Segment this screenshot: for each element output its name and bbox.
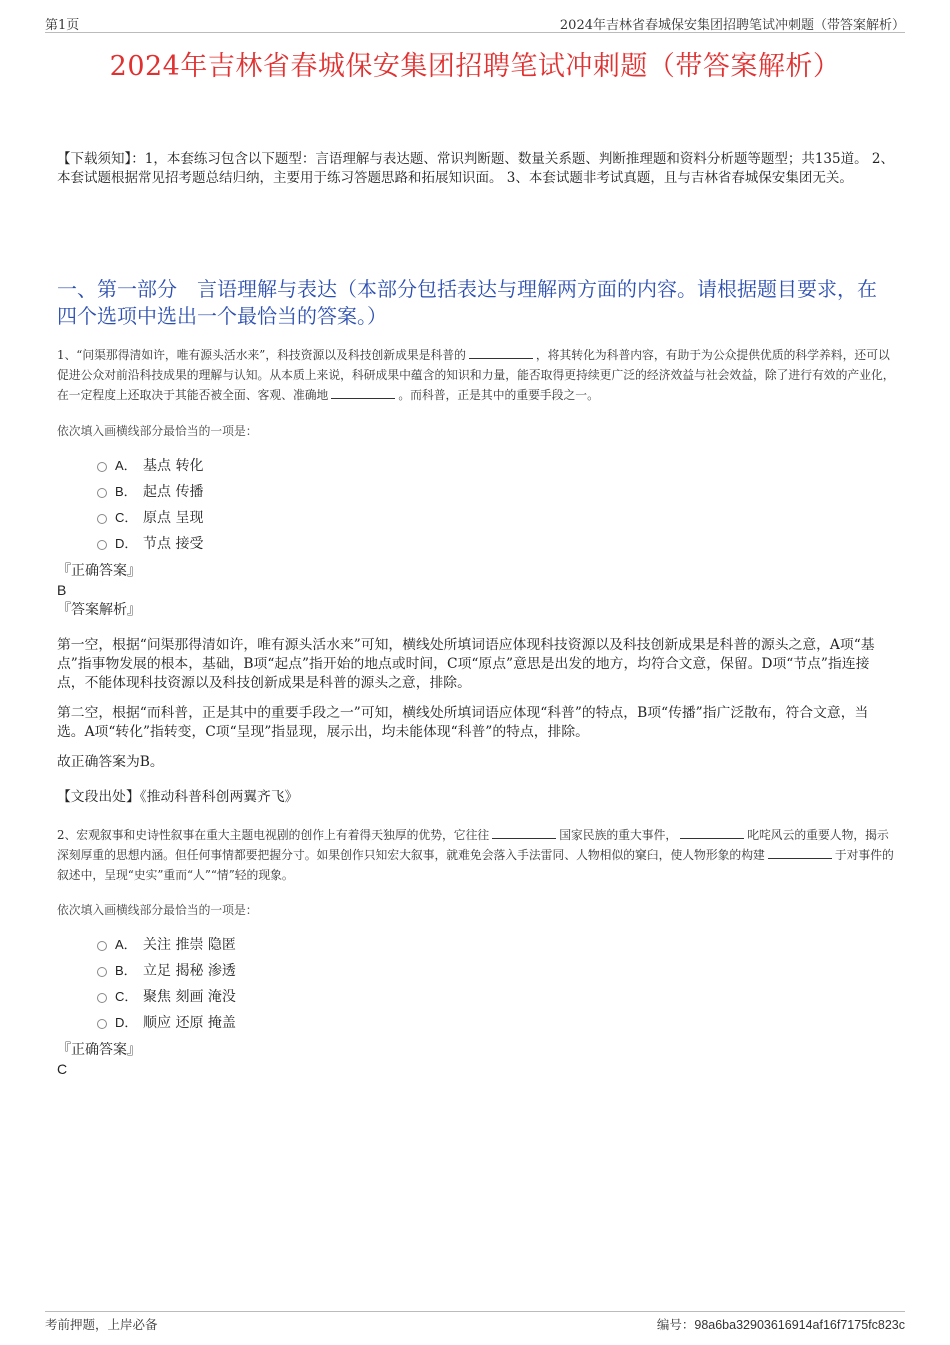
header-doc-title: 2024年吉林省春城保安集团招聘笔试冲刺题（带答案解析） — [559, 18, 905, 33]
question-1-options — [97, 453, 203, 557]
question-2-prompt: 依次填入画横线部分最恰当的一项是： — [57, 903, 258, 917]
question-1-answer-block — [57, 562, 141, 620]
answer-value: C — [57, 1061, 68, 1077]
analysis-paragraph: 故正确答案为B。 — [57, 754, 164, 770]
option-b[interactable]: B． 起点 传播 — [97, 479, 203, 505]
radio-button[interactable] — [97, 488, 107, 498]
radio-button[interactable] — [97, 1019, 107, 1029]
radio-button[interactable] — [97, 941, 107, 951]
option-b[interactable]: B． 立足 揭秘 渗透 — [97, 958, 236, 984]
footer-slogan: 考前押题，上岸必备 — [45, 1317, 158, 1332]
question-2 — [57, 825, 898, 885]
analysis-paragraph: 第二空，根据“而科普，正是其中的重要手段之一”可知，横线处所填词语应体现“科普”的特点，B项“传播”指广泛散布，符合文意，当选。A项“转化”指转变，C项“呈现”指显现，展示出，均未能体现“科普”的特点，排除。 — [57, 705, 869, 740]
option-c[interactable]: C． 原点 呈现 — [97, 505, 203, 531]
document-code: 编号：98a6ba32903616914af16f7175fc823c — [656, 1317, 905, 1332]
radio-button[interactable] — [97, 967, 107, 977]
analysis-label: 『答案解析』 — [57, 602, 141, 618]
answer-value: B — [57, 582, 67, 598]
answer-label: 『正确答案』 — [57, 563, 141, 579]
radio-button[interactable] — [97, 993, 107, 1003]
page-title: 2024年吉林省春城保安集团招聘笔试冲刺题（带答案解析） — [109, 51, 841, 82]
answer-label: 『正确答案』 — [57, 1042, 141, 1058]
page-footer — [45, 1311, 905, 1334]
question-1-analysis — [57, 636, 890, 807]
analysis-paragraph: 第一空，根据“问渠那得清如许，唯有源头活水来”可知，横线处所填词语应体现科技资源以及科技创新成果是科普的源头之意，A项“基点”指事物发展的根本，基础，B项“起点”指开始的地点或时间，C项“原点”意思是出发的地方，均符合文意，保留。D项“节点”指连接点，不能体现科技资源以及科技创新成果是科普的源头之意，排除。 — [57, 637, 875, 691]
question-1-stem: 1、“问渠那得清如许，唯有源头活水来”，科技资源以及科技创新成果是科普的 ，将其转化为科普内容，有助于为公众提供优质的科学养料，还可以促进公众对前沿科技成果的理解与认知。从本质上来说，科研成果中蕴含的知识和力量，能否取得更持续更广泛的经济效益与社会效益，除了进行有效的产业化，在一定程度上还取决于其能否被全面、客观、准确地 。而科普，正是其中的重要手段之一。 — [57, 348, 895, 402]
radio-button[interactable] — [97, 514, 107, 524]
blank-line — [469, 346, 533, 359]
page-number: 第1页 — [45, 18, 80, 33]
source-citation: 【文段出处】《推动科普科创两翼齐飞》 — [57, 789, 299, 805]
option-c[interactable]: C． 聚焦 刻画 淹没 — [97, 984, 236, 1010]
option-d[interactable]: D． 节点 接受 — [97, 531, 203, 557]
question-2-stem: 2、宏观叙事和史诗性叙事在重大主题电视剧的创作上有着得天独厚的优势，它往往 国家民族的重大事件， 叱咤风云的重要人物，揭示深刻厚重的思想内涵。但任何事情都要把握分寸。如果创作只知宏大叙事，就难免会落入手法雷同、人物相似的窠臼，使人物形象的构建 于对事件的叙述中，呈现“史实”重而“人”“情”轻的现象。 — [57, 828, 894, 882]
section-title: 一、第一部分 言语理解与表达（本部分包括表达与理解两方面的内容。请根据题目要求，在四个选项中选出一个最恰当的答案。） — [57, 277, 877, 328]
option-a[interactable]: A． 基点 转化 — [97, 453, 203, 479]
question-1-prompt: 依次填入画横线部分最恰当的一项是： — [57, 424, 258, 438]
question-2-answer-block — [57, 1041, 141, 1078]
blank-line — [680, 826, 744, 839]
question-2-options — [97, 932, 236, 1036]
option-d[interactable]: D． 顺应 还原 掩盖 — [97, 1010, 236, 1036]
option-a[interactable]: A． 关注 推崇 隐匿 — [97, 932, 236, 958]
question-1 — [57, 345, 898, 405]
blank-line — [331, 386, 395, 399]
page-header — [45, 14, 905, 33]
blank-line — [492, 826, 556, 839]
radio-button[interactable] — [97, 462, 107, 472]
radio-button[interactable] — [97, 540, 107, 550]
download-notice: 【下载须知】：1，本套练习包含以下题型：言语理解与表达题、常识判断题、数量关系题、判断推理题和资料分析题等题型；共135道。 2、本套试题根据常见招考题总结归纳，主要用于练习答题思路和拓展知识面。 3、本套试题非考试真题，且与吉林省春城保安集团无关。 — [57, 151, 894, 186]
blank-line — [768, 846, 832, 859]
